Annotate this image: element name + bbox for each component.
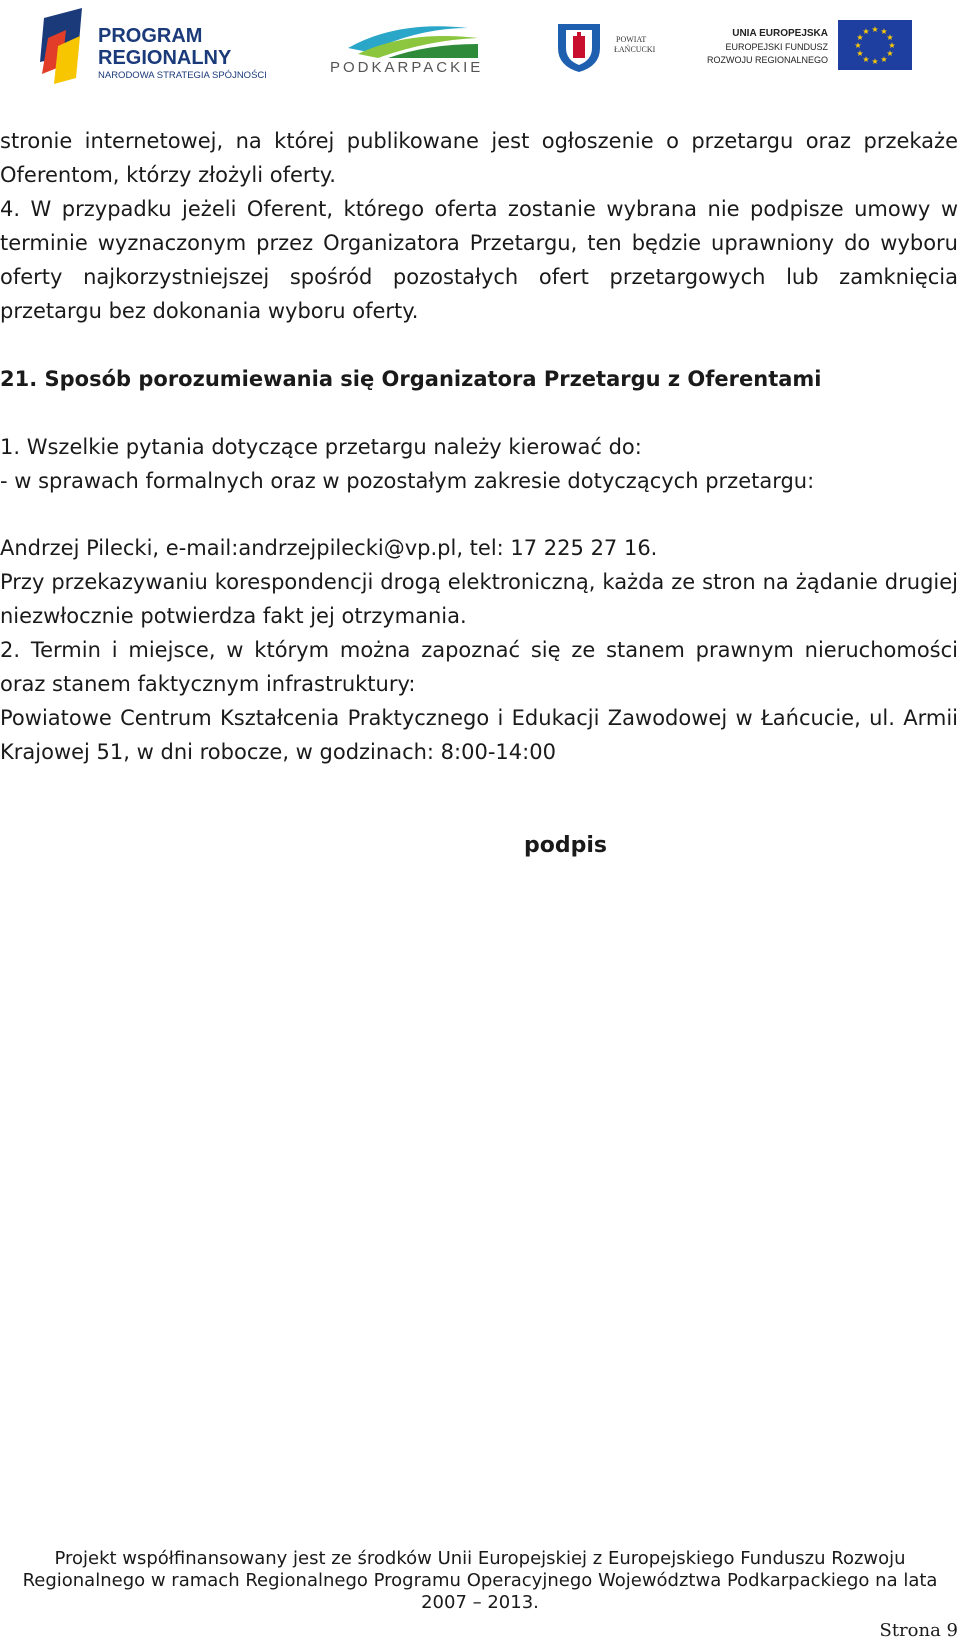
powiat-lancucki-logo <box>556 18 666 74</box>
header-logos <box>0 0 960 95</box>
logo-program-line2: REGIONALNY <box>98 47 232 69</box>
svg-text:★: ★ <box>886 33 894 42</box>
page-number: Strona 9 <box>879 1620 958 1641</box>
signature-label: podpis <box>524 833 607 858</box>
logo-powiat-line2: ŁAŃCUCKI <box>614 45 656 54</box>
podkarpackie-logo <box>328 18 498 74</box>
contact-line: Andrzej Pilecki, e-mail:andrzejpilecki@vp.pl, tel: 17 225 27 16. <box>0 536 658 560</box>
paragraph: Przy przekazywaniu korespondencji drogą elektroniczną, każda ze stron na żądanie drugiej niezwłocznie potwierdza fakt jej otrzymania. <box>0 570 958 628</box>
svg-text:★: ★ <box>888 41 896 50</box>
svg-text:★: ★ <box>856 49 864 58</box>
paragraph: - w sprawach formalnych oraz w pozostałym zakresie dotyczących przetargu: <box>0 469 815 493</box>
logo-eu-line3: ROZWOJU REGIONALNEGO <box>706 55 828 65</box>
footer-line: 2007 – 2013. <box>421 1592 539 1613</box>
program-regionalny-logo <box>38 8 278 84</box>
logo-program-line3: NARODOWA STRATEGIA SPÓJNOŚCI <box>98 70 267 81</box>
footer-line: Projekt współfinansowany jest ze środków Unii Europejskiej z Europejskiego Funduszu Rozwoju <box>54 1548 906 1569</box>
logo-powiat-line1: POWIAT <box>616 35 647 44</box>
svg-text:★: ★ <box>886 49 894 58</box>
eu-logo <box>700 20 915 76</box>
section-heading: 21. Sposób porozumiewania się Organizatora Przetargu z Oferentami <box>0 367 822 391</box>
paragraph: Powiatowe Centrum Kształcenia Praktycznego i Edukacji Zawodowej w Łańcucie, ul. Armii Krajowej 51, w dni robocze, w godzinach: 8:00-14:00 <box>0 706 958 764</box>
svg-text:★: ★ <box>856 33 864 42</box>
svg-text:★: ★ <box>862 55 870 64</box>
logo-eu-line1: UNIA EUROPEJSKA <box>732 28 828 39</box>
footer-line: Regionalnego w ramach Regionalnego Programu Operacyjnego Województwa Podkarpackiego na lata <box>22 1570 938 1591</box>
logo-eu-line2: EUROPEJSKI FUNDUSZ <box>725 42 828 52</box>
svg-text:★: ★ <box>880 27 888 36</box>
paragraph: 2. Termin i miejsce, w którym można zapoznać się ze stanem prawnym nieruchomości oraz stanem faktycznym infrastruktury: <box>0 638 958 696</box>
logo-program-line1: PROGRAM <box>98 25 203 47</box>
paragraph: 4. W przypadku jeżeli Oferent, którego oferta zostanie wybrana nie podpisze umowy w terminie wyznaczonym przez Organizatora Przetargu, ten będzie uprawniony do wyboru oferty najkorzystniejszej spośród pozostałych ofert przetargowych lub zamknięcia przetargu bez dokonania wyboru oferty. <box>0 197 958 323</box>
svg-text:★: ★ <box>854 41 862 50</box>
svg-text:★: ★ <box>880 55 888 64</box>
paragraph: 1. Wszelkie pytania dotyczące przetargu należy kierować do: <box>0 435 642 459</box>
logo-podkarpackie-text: PODKARPACKIE <box>330 59 484 74</box>
svg-text:★: ★ <box>862 27 870 36</box>
footer <box>0 1548 960 1614</box>
paragraph: stronie internetowej, na której publikowane jest ogłoszenie o przetargu oraz przekaże Oferentom, którzy złożyli oferty. <box>0 129 958 187</box>
svg-text:★: ★ <box>871 25 879 34</box>
svg-text:★: ★ <box>871 57 879 66</box>
